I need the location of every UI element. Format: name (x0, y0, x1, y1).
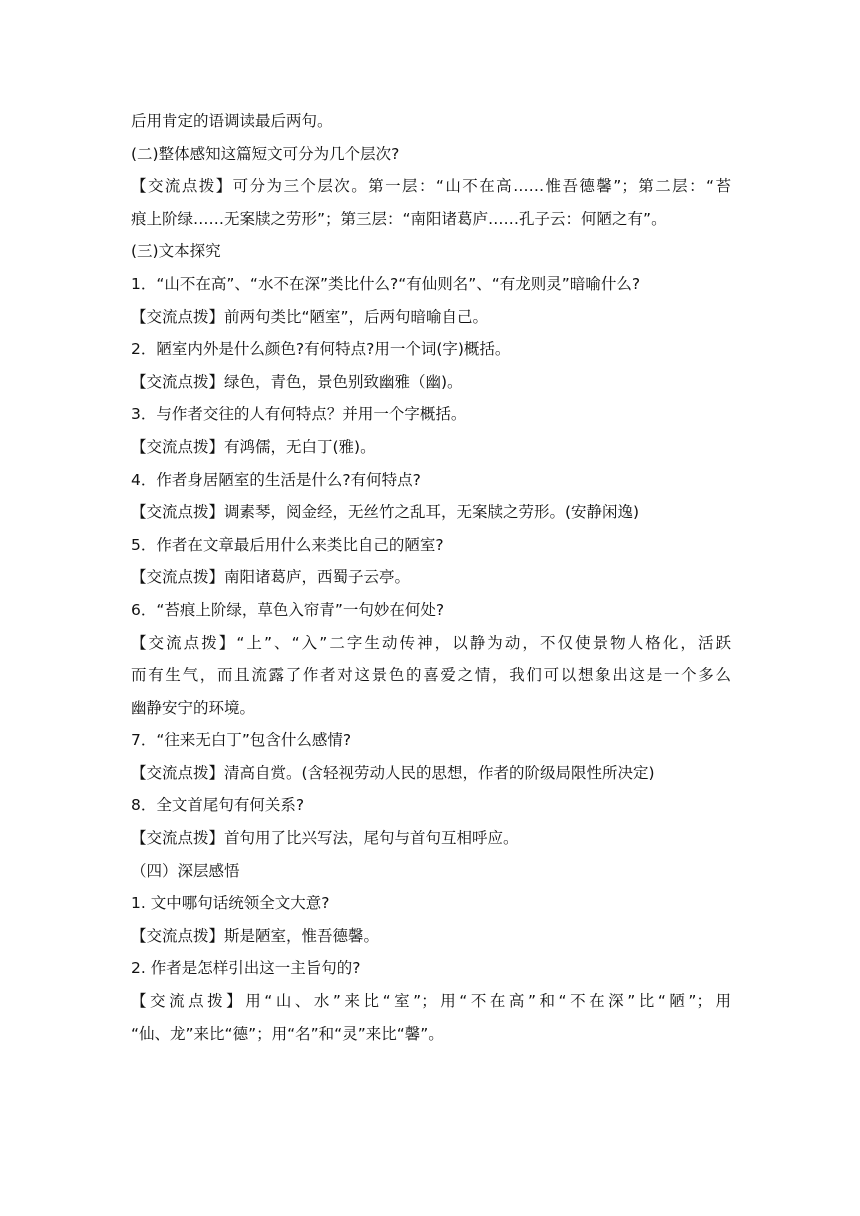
text-line: 8．全文首尾句有何关系? (131, 796, 305, 815)
text-line: 痕上阶绿……无案牍之劳形”；第三层：“南阳诸葛庐……孔子云：何陋之有”。 (131, 209, 667, 228)
text-line: 【交流点拨】可分为三个层次。第一层：“山不在高……惟吾德馨”；第二层：“苔 (131, 177, 731, 196)
text-line: 2. 作者是怎样引出这一主旨句的? (131, 959, 361, 978)
text-line: 【交流点拨】绿色，青色，景色别致幽雅（幽)。 (131, 372, 463, 391)
text-line: (三)文本探究 (131, 242, 221, 261)
text-line: 【交流点拨】用“山、水”来比“室”；用“不在高”和“不在深”比“陋”；用 (131, 992, 731, 1011)
text-line: 5．作者在文章最后用什么来类比自己的陋室? (131, 535, 444, 554)
text-line: 【交流点拨】有鸿儒，无白丁(雅)。 (131, 437, 376, 456)
text-line: 1. 文中哪句话统领全文大意? (131, 894, 330, 913)
text-line: 3．与作者交往的人有何特点？并用一个字概括。 (131, 405, 467, 424)
text-line: 7．“往来无白丁”包含什么感情? (131, 731, 352, 750)
text-line: 【交流点拨】清高自赏。(含轻视劳动人民的思想，作者的阶级局限性所决定) (131, 763, 655, 782)
text-line: 【交流点拨】调素琴，阅金经，无丝竹之乱耳，无案牍之劳形。(安静闲逸) (131, 503, 640, 522)
text-line: 1．“山不在高”、“水不在深”类比什么?“有仙则名”、“有龙则灵”暗喻什么? (131, 274, 641, 293)
text-line: 6．“苔痕上阶绿，草色入帘青”一句妙在何处? (131, 600, 445, 619)
text-line: 而有生气，而且流露了作者对这景色的喜爱之情，我们可以想象出这是一个多么 (131, 666, 731, 685)
text-line: 【交流点拨】南阳诸葛庐，西蜀子云亭。 (131, 568, 411, 587)
text-line: (二)整体感知这篇短文可分为几个层次? (131, 144, 400, 163)
text-line: 【交流点拨】首句用了比兴写法，尾句与首句互相呼应。 (131, 829, 519, 848)
text-line: 后用肯定的语调读最后两句。 (131, 112, 333, 130)
text-line: 【交流点拨】前两句类比“陋室”，后两句暗喻自己。 (131, 307, 489, 326)
text-line: （四）深层感悟 (131, 861, 240, 880)
text-line: “仙、龙”来比“德”；用“名”和“灵”来比“馨”。 (131, 1024, 444, 1043)
text-line: 【交流点拨】斯是陋室，惟吾德馨。 (131, 926, 380, 945)
text-line: 2．陋室内外是什么颜色?有何特点?用一个词(字)概括。 (131, 340, 511, 359)
document-body (131, 105, 731, 1050)
text-line: 【交流点拨】“上”、“入”二字生动传神，以静为动，不仅使景物人格化，活跃 (131, 633, 731, 652)
text-line: 幽静安宁的环境。 (131, 698, 256, 717)
text-line: 4．作者身居陋室的生活是什么?有何特点? (131, 470, 421, 489)
